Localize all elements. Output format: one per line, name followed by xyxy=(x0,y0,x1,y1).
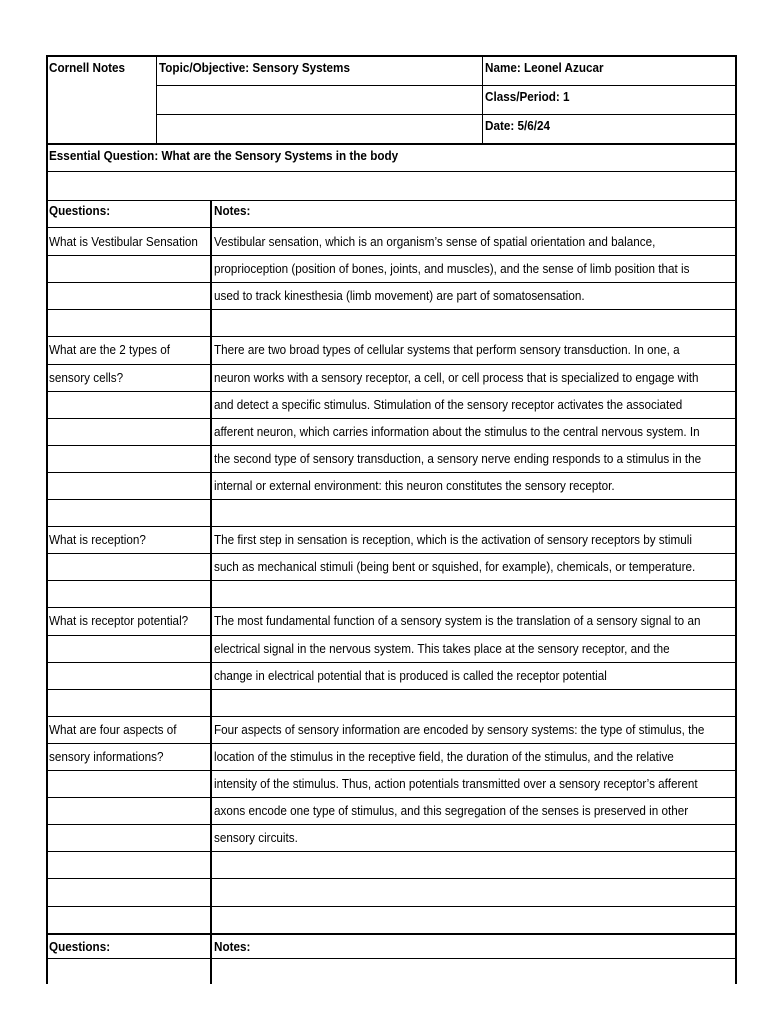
grid-line xyxy=(46,526,737,527)
question-cell xyxy=(46,669,211,682)
questions-header: Questions: xyxy=(49,203,111,218)
note-cell: change in electrical potential that is produced is called the receptor potential xyxy=(214,667,607,683)
question-cell xyxy=(46,289,211,302)
grid-line xyxy=(46,906,737,907)
note-cell: location of the stimulus in the receptive field, the duration of the stimulus, and the relative xyxy=(214,748,674,764)
note-cell: There are two broad types of cellular systems that perform sensory transduction. In one, a xyxy=(214,342,680,358)
grid-line xyxy=(46,716,737,717)
note-cell: Vestibular sensation, which is an organism’s sense of spatial orientation and balance, xyxy=(214,234,656,249)
question-cell xyxy=(46,479,211,492)
note-cell xyxy=(211,316,737,329)
grid-line xyxy=(735,55,737,984)
question-cell xyxy=(46,777,211,790)
note-cell: neuron works with a sensory receptor, a cell, or cell process that is specialized to engage with xyxy=(214,369,699,385)
grid-line xyxy=(46,499,737,500)
note-cell: axons encode one type of stimulus, and this segregation of the senses is preserved in other xyxy=(214,803,689,819)
grid-line xyxy=(46,689,737,690)
grid-line xyxy=(46,607,737,608)
grid-line xyxy=(46,472,737,473)
note-cell xyxy=(211,858,737,871)
question-cell xyxy=(46,642,211,655)
grid-line xyxy=(482,55,483,143)
question-cell: What are four aspects of xyxy=(49,721,177,737)
note-cell: the second type of sensory transduction, a sensory nerve ending responds to a stimulus in the xyxy=(214,450,702,466)
grid-line xyxy=(46,227,737,228)
question-cell: What is Vestibular Sensation xyxy=(49,234,198,249)
question-cell: sensory informations? xyxy=(49,748,164,764)
question-cell xyxy=(46,885,211,898)
question-cell: What is reception? xyxy=(49,532,146,548)
question-cell xyxy=(46,425,211,438)
grid-line xyxy=(46,336,737,337)
note-cell: such as mechanical stimuli (being bent or squished, for example), chemicals, or temperature. xyxy=(214,559,696,575)
note-cell: intensity of the stimulus. Thus, action potentials transmitted over a sensory receptor’s afferent xyxy=(214,776,698,791)
grid-line xyxy=(46,958,737,959)
note-cell: sensory circuits. xyxy=(214,830,298,846)
date: Date: 5/6/24 xyxy=(485,118,551,133)
question-cell xyxy=(46,316,211,329)
question-cell xyxy=(46,560,211,573)
notes-header: Notes: xyxy=(214,203,251,218)
grid-line xyxy=(46,662,737,663)
grid-line xyxy=(46,55,48,984)
note-cell: The first step in sensation is reception, which is the activation of sensory receptors by stimuli xyxy=(214,532,692,548)
question-cell xyxy=(46,831,211,844)
grid-line xyxy=(46,824,737,825)
grid-line xyxy=(46,255,737,256)
grid-line xyxy=(46,445,737,446)
grid-line xyxy=(46,418,737,419)
grid-line xyxy=(46,282,737,283)
question-cell: sensory cells? xyxy=(49,369,124,385)
topic-objective: Topic/Objective: Sensory Systems xyxy=(159,60,350,75)
grid-line xyxy=(210,200,212,984)
question-cell xyxy=(46,398,211,411)
class-period: Class/Period: 1 xyxy=(485,89,570,104)
grid-line xyxy=(46,553,737,554)
grid-line xyxy=(46,55,737,57)
grid-line xyxy=(156,114,737,115)
grid-line xyxy=(46,878,737,879)
question-cell xyxy=(46,804,211,817)
grid-line xyxy=(46,143,737,145)
question-cell xyxy=(46,506,211,519)
grid-line xyxy=(46,364,737,365)
grid-line xyxy=(46,770,737,771)
question-cell: What is receptor potential? xyxy=(49,613,189,629)
note-cell xyxy=(211,696,737,709)
question-cell xyxy=(46,858,211,871)
note-cell xyxy=(211,587,737,600)
grid-line xyxy=(46,200,737,201)
essential-question: Essential Question: What are the Sensory Systems in the body xyxy=(49,148,399,163)
student-name: Name: Leonel Azucar xyxy=(485,60,604,75)
grid-line xyxy=(46,743,737,744)
grid-line xyxy=(46,797,737,798)
grid-line xyxy=(46,171,737,172)
grid-line xyxy=(156,55,157,143)
question-cell xyxy=(46,452,211,465)
note-cell: and detect a specific stimulus. Stimulation of the sensory receptor activates the associated xyxy=(214,396,683,412)
note-cell xyxy=(211,885,737,898)
question-cell: What are the 2 types of xyxy=(49,342,170,358)
note-cell: The most fundamental function of a sensory system is the translation of a sensory signal to an xyxy=(214,613,701,629)
note-cell xyxy=(211,913,737,926)
question-cell xyxy=(46,587,211,600)
grid-line xyxy=(46,635,737,636)
question-cell xyxy=(46,262,211,275)
note-cell: Four aspects of sensory information are encoded by sensory systems: the type of stimulus, the xyxy=(214,721,705,737)
note-cell xyxy=(211,506,737,519)
question-cell xyxy=(46,696,211,709)
question-cell xyxy=(46,913,211,926)
notes-footer-header: Notes: xyxy=(214,938,251,954)
grid-line xyxy=(46,851,737,852)
grid-line xyxy=(46,933,737,935)
note-cell: used to track kinesthesia (limb movement) are part of somatosensation. xyxy=(214,288,585,304)
grid-line xyxy=(46,309,737,310)
note-cell: internal or external environment: this neuron constitutes the sensory receptor. xyxy=(214,477,615,493)
grid-line xyxy=(156,85,737,86)
note-cell: proprioception (position of bones, joints, and muscles), and the sense of limb position that is xyxy=(214,261,690,277)
questions-footer-header: Questions: xyxy=(49,938,111,954)
grid-line xyxy=(46,391,737,392)
cornell-notes-label: Cornell Notes xyxy=(49,60,126,75)
note-cell: afferent neuron, which carries information about the stimulus to the central nervous system. In xyxy=(214,423,700,439)
grid-line xyxy=(46,580,737,581)
note-cell: electrical signal in the nervous system. This takes place at the sensory receptor, and the xyxy=(214,640,670,656)
